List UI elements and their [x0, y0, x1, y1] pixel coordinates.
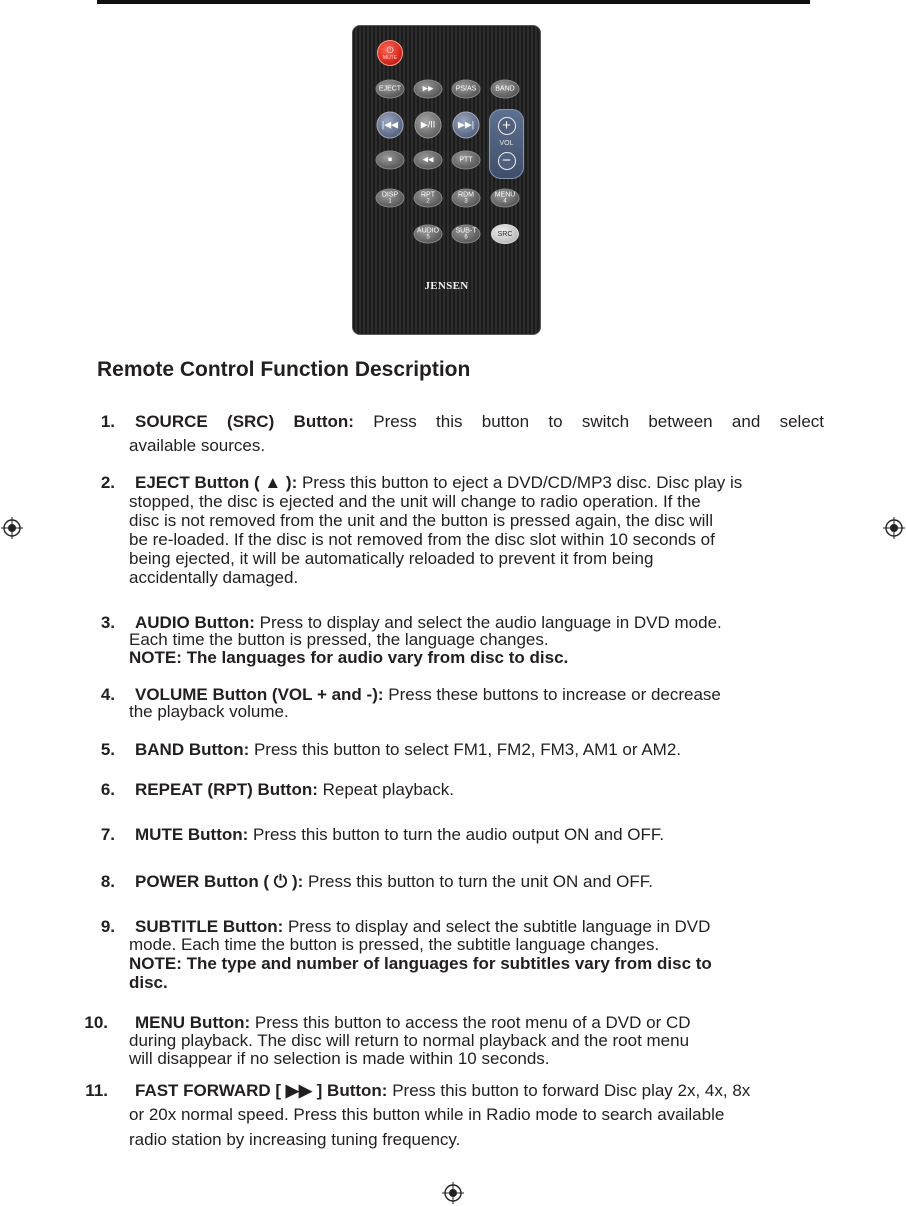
fast-forward-button[interactable]: [414, 80, 443, 99]
item-line: MENU Button: Press this button to access the root menu of a DVD or CD: [135, 1013, 691, 1032]
src-label: SRC: [497, 230, 513, 238]
menu-label: MENU: [494, 191, 516, 199]
item-line: accidentally damaged.: [129, 568, 299, 587]
registration-mark-icon: [883, 517, 905, 539]
play-pause-icon: ▶/II: [420, 119, 436, 130]
menu-number: 4: [503, 198, 507, 205]
item-line: disc is not removed from the unit and the button is pressed again, the disc will: [129, 511, 713, 530]
item-number: 5.: [100, 740, 115, 759]
subtitle-button[interactable]: [452, 225, 481, 244]
item-label: POWER Button ( ⏻ ):: [135, 872, 304, 891]
item-line: REPEAT (RPT) Button: Repeat playback.: [135, 780, 454, 799]
item-line: the playback volume.: [129, 702, 289, 721]
volume-panel: [489, 109, 524, 179]
item-line: during playback. The disc will return to normal playback and the root menu: [129, 1031, 690, 1050]
item-line: Each time the button is pressed, the language changes.: [129, 630, 549, 649]
item-label: MUTE Button:: [135, 825, 249, 844]
item-line: mode. Each time the button is pressed, the subtitle language changes.: [129, 935, 660, 954]
item-label: EJECT Button ( ▲ ):: [135, 473, 298, 492]
item-line: being ejected, it will be automatically reloaded to prevent it from being: [129, 549, 654, 568]
ptt-label: PTT: [459, 156, 473, 164]
item-line: BAND Button: Press this button to select FM1, FM2, FM3, AM1 or AM2.: [135, 740, 682, 759]
item-label: SOURCE (SRC) Button:: [135, 412, 354, 431]
item-label: AUDIO Button:: [135, 613, 255, 632]
item-number: 3.: [100, 613, 115, 632]
rewind-icon: ◀◀: [422, 156, 434, 164]
registration-mark-icon: [1, 517, 23, 539]
item-line: available sources.: [129, 436, 266, 455]
item-line: be re-loaded. If the disc is not removed from the disc slot within 10 seconds of: [129, 530, 715, 549]
item-line: EJECT Button ( ▲ ): Press this button to eject a DVD/CD/MP3 disc. Disc play is: [135, 473, 743, 492]
rdm-label: RDM: [458, 191, 474, 199]
top-rule: [97, 0, 810, 4]
volume-up-button[interactable]: +: [498, 117, 516, 135]
item-number: 1.: [100, 412, 115, 431]
next-icon: ▶▶|: [457, 119, 475, 130]
item-label: REPEAT (RPT) Button:: [135, 780, 318, 799]
power-icon: ⏻: [386, 44, 394, 55]
ptt-button[interactable]: [452, 151, 481, 170]
fast-forward-icon: ▶▶: [422, 85, 434, 93]
item-line: FAST FORWARD [ ▶▶ ] Button: Press this button to forward Disc play 2x, 4x, 8x: [135, 1081, 751, 1100]
disp-number: 1: [388, 198, 392, 205]
item-line: or 20x normal speed. Press this button while in Radio mode to search available: [129, 1105, 725, 1124]
item-label: MENU Button:: [135, 1013, 251, 1032]
band-button[interactable]: [491, 80, 520, 99]
subt-number: 6: [464, 234, 468, 241]
item-number: 4.: [100, 685, 115, 704]
item-number: 2.: [100, 473, 115, 492]
item-line: SOURCE (SRC) Button: Press this button to switch between and select: [135, 412, 824, 431]
brand-logo: JENSEN: [424, 280, 469, 292]
item-label: BAND Button:: [135, 740, 250, 759]
remote-control-illustration: [352, 25, 541, 335]
item-line: POWER Button ( ⏻ ): Press this button to turn the unit ON and OFF.: [135, 872, 653, 891]
item-line: will disappear if no selection is made within 10 seconds.: [129, 1049, 550, 1068]
item-line: VOLUME Button (VOL + and -): Press these buttons to increase or decrease: [135, 685, 721, 704]
source-button[interactable]: [491, 224, 519, 244]
previous-track-button[interactable]: [377, 112, 404, 139]
section-heading: Remote Control Function Description: [97, 358, 471, 381]
rpt-label: RPT: [421, 191, 435, 199]
item-line: SUBTITLE Button: Press to display and select the subtitle language in DVD: [135, 917, 711, 936]
ps-as-button[interactable]: [452, 80, 481, 99]
eject-button[interactable]: [376, 80, 405, 99]
mute-power-button[interactable]: [377, 40, 403, 66]
audio-label: AUDIO: [416, 227, 440, 235]
disp-label: DISP: [381, 191, 399, 199]
random-button[interactable]: [452, 189, 481, 208]
rdm-number: 3: [464, 198, 468, 205]
mute-label: MUTE: [382, 54, 398, 61]
item-number: 8.: [100, 872, 115, 891]
item-label: FAST FORWARD [ ▶▶ ] Button:: [135, 1081, 388, 1100]
disp-button[interactable]: [376, 189, 405, 208]
item-line: radio station by increasing tuning frequency.: [129, 1130, 461, 1149]
previous-icon: |◀◀: [381, 119, 399, 130]
item-line: MUTE Button: Press this button to turn the audio output ON and OFF.: [135, 825, 665, 844]
item-number: 9.: [100, 917, 115, 936]
audio-number: 5: [426, 234, 430, 241]
ps-as-label: PS/AS: [455, 85, 477, 93]
audio-button[interactable]: [414, 225, 443, 244]
repeat-button[interactable]: [414, 189, 443, 208]
volume-down-button[interactable]: −: [498, 152, 516, 170]
item-label: SUBTITLE Button:: [135, 917, 284, 936]
band-label: BAND: [495, 85, 515, 93]
stop-icon: ■: [387, 156, 393, 164]
item-number: 11.: [85, 1081, 108, 1100]
item-line: stopped, the disc is ejected and the unit will change to radio operation. If the: [129, 492, 701, 511]
item-number: 7.: [100, 825, 115, 844]
item-label: VOLUME Button (VOL + and -):: [135, 685, 384, 704]
item-note: disc.: [129, 973, 168, 992]
item-line: AUDIO Button: Press to display and select the audio language in DVD mode.: [135, 613, 722, 632]
rpt-number: 2: [426, 198, 430, 205]
eject-label: EJECT: [378, 85, 402, 93]
item-number: 10.: [84, 1013, 108, 1032]
item-number: 6.: [100, 780, 115, 799]
play-pause-button[interactable]: [415, 112, 442, 139]
next-track-button[interactable]: [453, 112, 480, 139]
menu-button[interactable]: [491, 189, 520, 208]
item-note: NOTE: The type and number of languages for subtitles vary from disc to: [129, 954, 712, 973]
rewind-button[interactable]: [414, 151, 443, 170]
registration-mark-icon: [442, 1182, 464, 1204]
item-note: NOTE: The languages for audio vary from disc to disc.: [129, 648, 569, 667]
stop-button[interactable]: [376, 151, 405, 170]
volume-label: VOL: [499, 140, 514, 147]
subt-label: SUB-T: [455, 227, 477, 235]
